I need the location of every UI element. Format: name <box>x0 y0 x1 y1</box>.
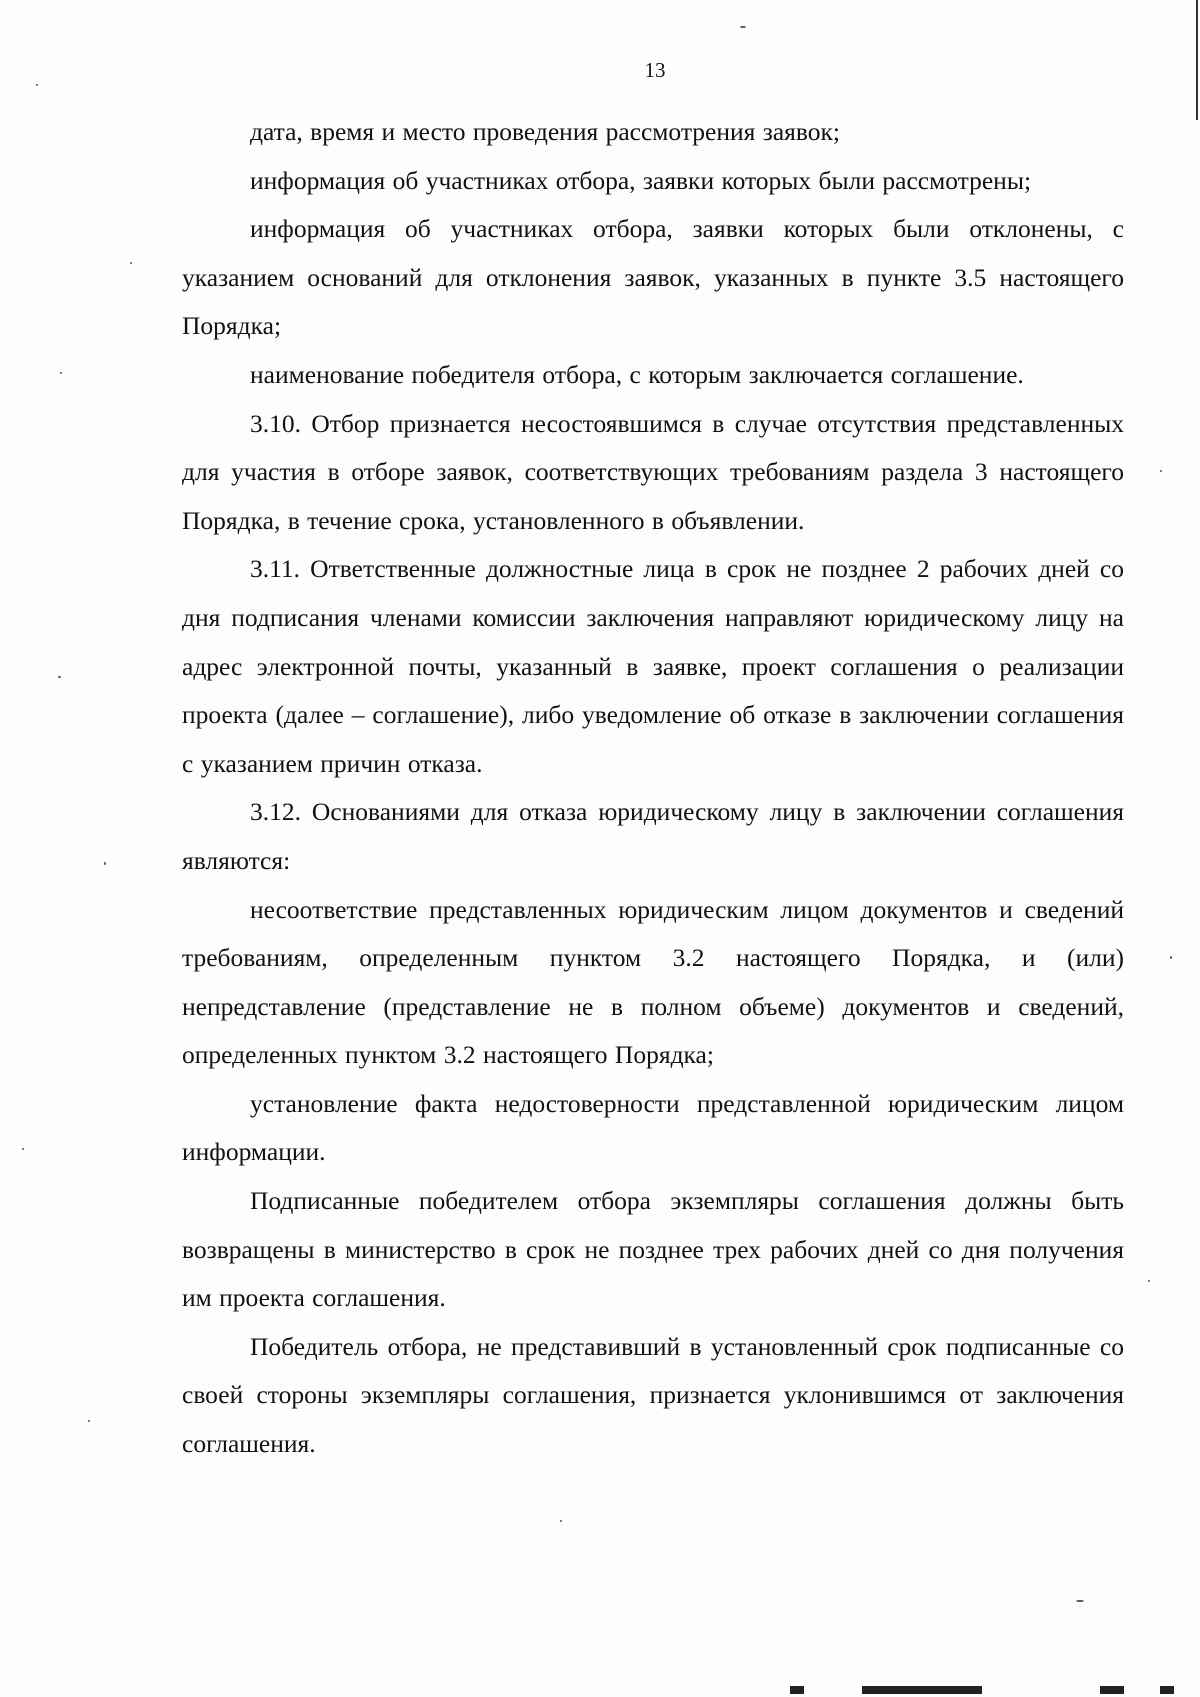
paragraph-signed-copies: Подписанные победителем отбора экземпляры соглашения должны быть возвращены в министерство в срок не позднее трех рабочих дней со дня получения им проекта соглашения. <box>182 1186 1124 1313</box>
bottom-edge-mark <box>862 1686 982 1694</box>
paragraph-3-11: 3.11. Ответственные должностные лица в срок не позднее 2 рабочих дней со дня подписания членами комиссии заключения направляют юридическому лицу на адрес электронной почты, указанный в заявке, проект соглашения о реализации проекта (далее – соглашение), либо уведомление об отказе в заключении соглашения с указанием причин отказа. <box>182 554 1124 778</box>
paragraph-3-10: 3.10. Отбор признается несостоявшимся в случае отсутствия представленных для участия в отборе заявок, соответствующих требованиям раздела 3 настоящего Порядка, в течение срока, установленного в объявлении. <box>182 408 1124 535</box>
bottom-edge-mark <box>1160 1686 1174 1694</box>
paragraph-3-12: 3.12. Основаниями для отказа юридическому лицу в заключении соглашения являются: <box>182 797 1124 875</box>
scan-speck <box>58 676 61 678</box>
paragraph-rejected-participants: информация об участниках отбора, заявки которых были отклонены, с указанием оснований для отклонения заявок, указанных в пункте 3.5 настоящего Порядка; <box>182 214 1124 341</box>
scan-speck <box>22 1148 24 1150</box>
paragraph-false-information: установление факта недостоверности представленной юридическим лицом информации. <box>182 1088 1124 1167</box>
scan-speck <box>104 862 106 865</box>
scan-speck <box>740 26 746 28</box>
page-number: 13 <box>644 58 666 82</box>
scan-speck <box>60 372 62 374</box>
bottom-edge-mark <box>1100 1686 1124 1694</box>
scan-speck <box>130 262 132 264</box>
paragraph-nonconformity: несоответствие представленных юридическим лицом документов и сведений требованиям, определенным пунктом 3.2 настоящего Порядка, и (или) непредставление (представление не в полном объеме) документов и сведений, определенных пунктом 3.2 настоящего Порядка; <box>182 894 1124 1070</box>
scan-speck <box>36 84 38 86</box>
scan-speck <box>1148 1280 1150 1282</box>
bottom-edge-mark <box>790 1686 804 1694</box>
scan-speck <box>1170 956 1172 959</box>
scan-speck <box>1076 1600 1084 1602</box>
paragraph-review-date: дата, время и место проведения рассмотрения заявок; <box>250 117 840 146</box>
document-body <box>182 108 1124 1469</box>
scan-speck <box>88 1420 90 1422</box>
paragraph-evasion: Победитель отбора, не представивший в установленный срок подписанные со своей стороны экземпляры соглашения, признается уклонившимся от заключения соглашения. <box>182 1331 1124 1459</box>
paragraph-reviewed-participants: информация об участниках отбора, заявки которых были рассмотрены; <box>250 165 1032 195</box>
scan-speck <box>560 1520 562 1522</box>
scan-speck <box>1160 470 1162 472</box>
paragraph-winner-name: наименование победителя отбора, с которым заключается соглашение. <box>250 359 1024 389</box>
